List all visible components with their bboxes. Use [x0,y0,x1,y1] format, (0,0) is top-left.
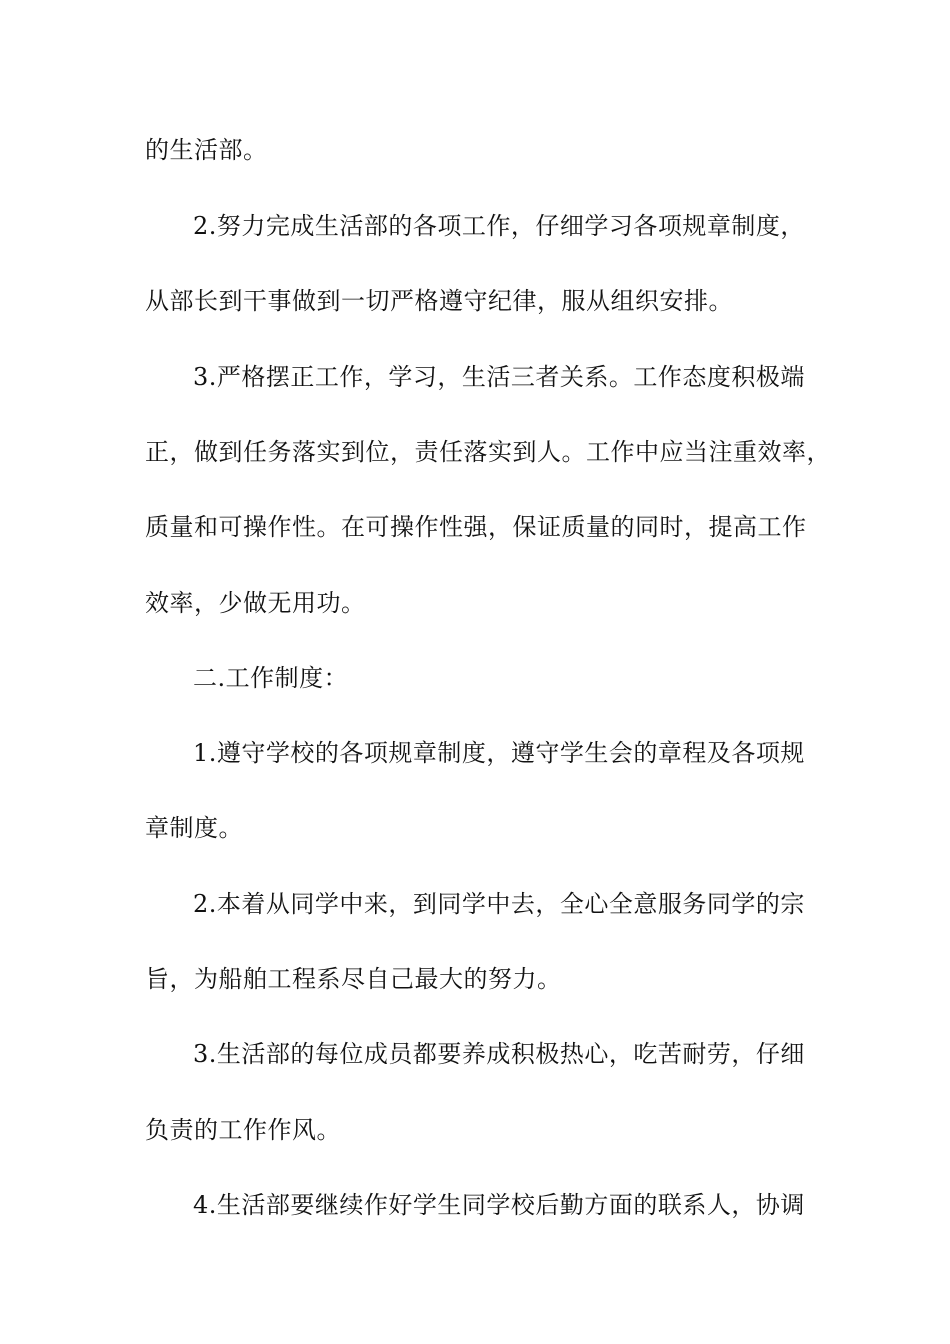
text-line: 3.生活部的每位成员都要养成积极热心，吃苦耐劳，仔细 [193,1040,805,1068]
text-line: 从部长到干事做到一切严格遵守纪律，服从组织安排。 [145,287,733,315]
text-line: 效率，少做无用功。 [145,589,366,617]
text-line: 质量和可操作性。在可操作性强，保证质量的同时，提高工作 [145,513,807,541]
text-line: 正，做到任务落实到位，责任落实到人。工作中应当注重效率， [145,438,831,466]
text-line: 4.生活部要继续作好学生同学校后勤方面的联系人，协调 [193,1191,805,1219]
text-line: 2.努力完成生活部的各项工作，仔细学习各项规章制度， [193,212,805,240]
section-heading: 二.工作制度： [193,664,349,692]
text-line: 的生活部。 [145,136,268,164]
text-line: 负责的工作作风。 [145,1116,341,1144]
text-line: 3.严格摆正工作，学习，生活三者关系。工作态度积极端 [193,363,805,391]
text-line: 2.本着从同学中来，到同学中去，全心全意服务同学的宗 [193,890,805,918]
text-line: 旨，为船舶工程系尽自己最大的努力。 [145,965,562,993]
text-line: 章制度。 [145,814,243,842]
text-line: 1.遵守学校的各项规章制度，遵守学生会的章程及各项规 [193,739,805,767]
